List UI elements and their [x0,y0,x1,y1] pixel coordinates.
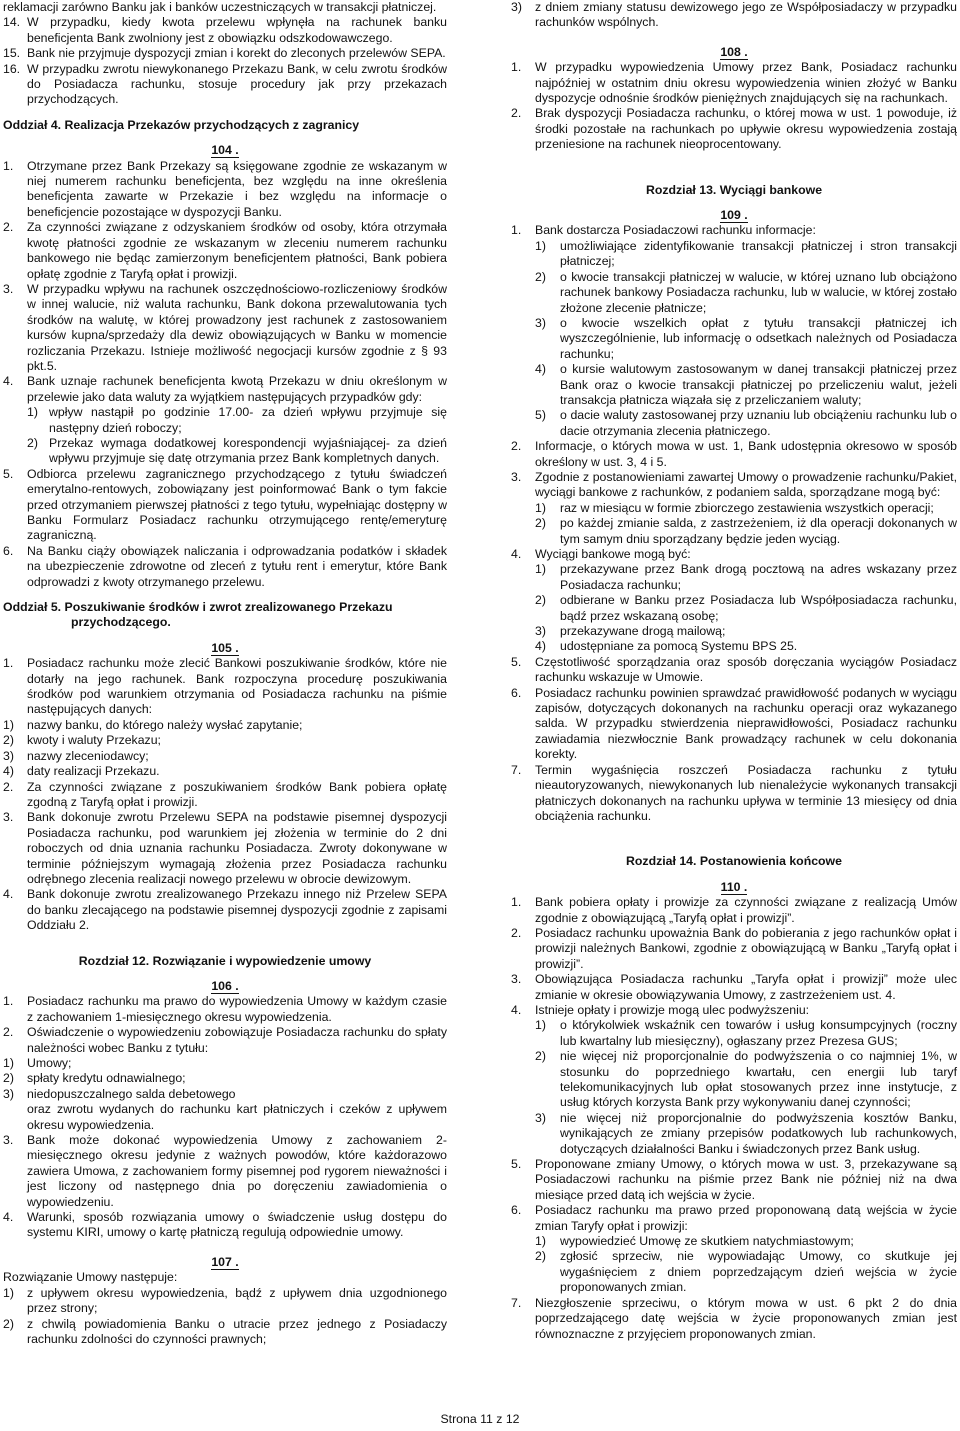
list-item: 6. Na Banku ciąży obowiązek naliczania i odprowadzania podatków i składek na ubezpieczenie zdrowotne od zleceń z tytułu rent i emerytur, które Bank odprowadzi z kwoty otrzymanego przelewu. [3,543,447,589]
sub-list-item: 2) zgłosić sprzeciw, nie wypowiadając Umowy, co skutkuje jej wygaśnięciem z dniem poprzedzającym dzień wejścia w życie proponowanych zmian. [535,1249,957,1295]
list-item: 5. Proponowane zmiany Umowy, o których mowa w ust. 3, przekazywane są Posiadaczowi rachunku na piśmie przez Bank nie później niż na dwa miesiące przed datą ich wejścia w życie. [511,1157,957,1202]
list-continuation: oraz zwrotu wydanych do rachunku kart płatniczych i czeków z upływem okresu wypowiedzenia. [27,1102,447,1132]
list-item: 3. W przypadku wpływu na rachunek oszczędnościowo-rozliczeniowy środków w innej walucie, niż waluta rachunku, Bank dokona przewalutowania tych środków na walutę, w której prowadzony jest rachunek z zastosowaniem kursów kupna/sprzedaży dla dewiz obowiązujących w Banku w momencie rozliczania Przekazu. Istnieje możliwość negocjacji kursów zgodnie z § 93 pkt.5. [3,281,447,373]
list-item: 2. Oświadczenie o wypowiedzeniu zobowiązuje Posiadacza rachunku do spłaty należności wobec Banku z tytułu: [3,1025,447,1055]
paragraph-number: 108 . [720,44,748,59]
list-item: 1. W przypadku wypowiedzenia Umowy przez Bank, Posiadacz rachunku najpóźniej w ostatnim dniu okresu wypowiedzenia winien złożyć w Banku dyspozycje odnośnie środków pieniężnych znajdujących się na rachunkach. [511,60,957,106]
list-item: 4. Warunki, sposób rozwiązania umowy o świadczenie usług dostępu do systemu KIRI, umowy o kartę płatniczą regulują odpowiednie umowy. [3,1210,447,1240]
sub-list-item: 3) niedopuszczalnego salda debetowego [3,1086,236,1101]
paragraph-intro: Rozwiązanie Umowy następuje: [3,1270,178,1285]
list-item: 3. Bank dokonuje zwrotu Przelewu SEPA na podstawie pisemnej dyspozycji Posiadacza rachunku, pod warunkiem jej złożenia w terminie do 2 dni roboczych od dnia uznania rachunku Posiadacza. Zwroty dokonywane w terminie późniejszym wymagają złożenia przez Posiadacza rachunku odrębnego zlecenia realizacji nowego przelewu w obrocie dewizowym. [3,810,447,886]
list-item: 3. Zgodnie z postanowieniami zawartej Umowy o prowadzenie rachunku/Pakiet, wyciągi bankowe z rachunków, z podaniem salda, sporządzane mogą być: [511,469,957,500]
sub-list-item: 1) raz w miesiącu w formie zbiorczego zestawienia wszystkich operacji; [535,500,934,515]
list-item: 2. Za czynności związane z odzyskaniem środków od osoby, która otrzymała kwotę płatności zgodnie ze wskazanym w zleceniu numerem rachunku bankowego nie będąc zamierzonym beneficjentem płatności, Bank pobiera opłatę zgodnie z Taryfą opłat i prowizji. [3,220,447,281]
chapter-heading: Rozdział 13. Wyciągi bankowe [645,182,823,197]
sub-list-item: 1) o którykolwiek wskaźnik cen towarów i usług konsumpcyjnych (roczny lub kwartalny lub miesięczny), ogłaszany przez Prezesa GUS; [535,1018,957,1048]
section-heading: Oddział 4. Realizacja Przekazów przychodzących z zagranicy [3,117,360,132]
sub-list-item: 2) odbierane w Banku przez Posiadacza lub Współposiadacza rachunku, bądź przez wskazaną osobę; [535,593,957,623]
sub-list-item: 3) nie więcej niż proporcjonalnie do podwyższenia kosztów Banku, wynikających ze zmiany przepisów podatkowych lub rachunkowych, dotyczących działalności Banku i świadczonych przez Bank usług. [535,1110,957,1156]
list-item: 7. Niezgłoszenie sprzeciwu, o którym mowa w ust. 6 pkt 2 do dnia poprzedzającego datę wejścia w życie proponowanych zmian jest równoznaczne z przyjęciem proponowanych zmian. [511,1295,957,1341]
sub-list-item: 3) z dniem zmiany statusu dewizowego jego ze Współposiadaczy w przypadku rachunków wspólnych. [511,0,957,30]
list-item: 6. Posiadacz rachunku powinien sprawdzać prawidłowość podanych w wyciągu zapisów, dotyczących dokonanych na rachunku operacji oraz wykazanego salda. W przypadku stwierdzenia nieprawidłowości, Posiadacz rachunku zawiadamia niezwłocznie Bank prowadzący rachunek w celu dokonania korekty. [511,685,957,762]
list-item: 3. Obowiązująca Posiadacza rachunku „Taryfa opłat i prowizji” może ulec zmianie w okresie obowiązywania Umowy, z zastrzeżeniem ust. 4. [511,972,957,1002]
list-item: 3. Bank może dokonać wypowiedzenia Umowy z zachowaniem 2-miesięcznego okresu jedynie z ważnych powodów, które każdorazowo zawiera Umowa, z zachowaniem formy pisemnej pod rygorem nieważności i jest liczony od następnego dnia po doręczeniu zawiadomienia o wypowiedzeniu. [3,1133,447,1209]
chapter-heading: Rozdział 14. Postanowienia końcowe [626,854,842,869]
list-item: 2. Informacje, o których mowa w ust. 1, Bank udostępnia okresowo w sposób określony w ust. 3, 4 i 5. [511,439,957,469]
list-item: 4. Wyciągi bankowe mogą być: [511,547,691,561]
list-item: 1. Bank pobiera opłaty i prowizje za czynności związane z realizacją Umów zgodnie z obowiązującą „Taryfą opłat i prowizji”. [511,895,957,925]
list-item: 14. W przypadku, kiedy kwota przelewu wpłynęła na rachunek banku beneficjenta Bank zwolniony jest z obowiązku odszkodowawczego. [3,15,447,45]
list-item: 16. W przypadku zwrotu niewykonanego Przekazu Bank, w celu zwrotu środków do Posiadacza rachunku, stosuje procedury jak przy przekazach przychodzących. [3,61,447,107]
left-column [3,0,447,1347]
list-item: 1. Posiadacz rachunku ma prawo do wypowiedzenia Umowy w każdym czasie z zachowaniem 1-miesięcznego okresu wypowiedzenia. [3,994,447,1024]
list-item: 4. Bank dokonuje zwrotu zrealizowanego Przekazu innego niż Przelew SEPA do banku zlecającego na podstawie pisemnej dyspozycji zgodnie z zapisami Oddziału 2. [3,887,447,933]
list-item: 15. Bank nie przyjmuje dyspozycji zmian i korekt do zleconych przelewów SEPA. [3,46,446,61]
paragraph-number: 105 . [211,640,239,655]
intro-line: reklamacji zarówno Banku jak i banków uczestniczących w transakcji płatniczej. [3,0,437,14]
sub-list-item: 1) przekazywane przez Bank drogą pocztową na adres wskazany przez Posiadacza rachunku; [535,562,957,592]
list-item: 2. Posiadacz rachunku upoważnia Bank do pobierania z jego rachunków opłat i prowizji należnych Bankowi, zgodnie z obowiązującą w Banku „Taryfą opłat i prowizji”. [511,925,957,971]
list-item: 1. Bank dostarcza Posiadaczowi rachunku informacje: [511,223,816,238]
intro-block [3,0,447,108]
list-item: 2. Za czynności związane z poszukiwaniem środków Bank pobiera opłatę zgodną z Taryfą opłat i prowizji. [3,779,447,809]
section-heading-cont: przychodzącego. [71,615,171,630]
sub-list-item: 4) udostępniane za pomocą Systemu BPS 25. [535,639,798,654]
paragraph-number: 104 . [211,143,239,158]
sub-list-item: 1) Umowy; [3,1056,72,1070]
sub-list-item: 3) o kwocie wszelkich opłat z tytułu transakcji płatniczej ich wyszczególnienie, lub informację o odsetkach należnych od Posiadacza rachunku; [535,315,957,361]
sub-list-item: 2) spłaty kredytu odnawialnego; [3,1071,186,1086]
sub-list-item: 3) nazwy zleceniodawcy; [3,748,149,763]
list-item: 2. Brak dyspozycji Posiadacza rachunku, o której mowa w ust. 1 powoduje, iż środki pozostałe na rachunkach po upływie okresu wypowiedzenia zostają przeniesione na rachunek nieoprocentowany. [511,106,957,152]
paragraph-number: 110 . [720,879,748,894]
list-item: 7. Termin wygaśnięcia roszczeń Posiadacza rachunku z tytułu nieautoryzowanych, niewykonanych lub nienależycie wykonanych transakcji płatniczych dokonanych na rachunku upływa w terminie 13 miesięcy od dnia obciążenia rachunku. [511,762,957,823]
list-item: 5. Odbiorca przelewu zagranicznego przychodzącego z tytułu świadczeń emerytalno-rentowych, zobowiązany jest poinformować Bank o tym fakcie przed otrzymaniem pierwszej płatności z tego tytułu, wypełniając dostępny w Banku Formularz Posiadacz rachunku otrzymującego rentę/emeryturę zagraniczną. [3,466,447,543]
chapter-heading: Rozdział 12. Rozwiązanie i wypowiedzenie umowy [78,953,372,968]
paragraph-number: 109 . [720,208,748,223]
sub-list-item: 4) o kursie walutowym zastosowanym w danej transakcji płatniczej przez Bank oraz o kwocie transakcji płatniczej po przeliczeniu walut, jeżeli transakcja płatnicza wiązała się z przeliczaniem waluty; [535,362,957,407]
sub-list-item: 3) przekazywane drogą mailową; [535,624,726,639]
list-item: 5. Częstotliwość sporządzania oraz sposób doręczania wyciągów Posiadacz rachunku wskazuje w Umowie. [511,654,957,685]
sub-list-item: 2) kwoty i waluty Przekazu; [3,733,161,748]
sub-list-item: 4) daty realizacji Przekazu. [3,764,160,779]
paragraph-number: 107 . [211,1254,239,1269]
p104-list [3,159,447,590]
list-item: 6. Posiadacz rachunku ma prawo przed proponowaną datą wejścia w życie zmian Taryfy opłat i prowizji: [511,1203,957,1233]
sub-list-item: 1) nazwy banku, do którego należy wysłać zapytanie; [3,717,303,732]
sub-list-item: 2) Przekaz wymaga dodatkowej korespondencji wyjaśniającej- za dzień wpływu przyjmuje się datę otrzymania przez Bank kompletnych danych. [27,435,447,466]
paragraph-number: 106 . [211,978,239,993]
sub-list-item: 2) o kwocie transakcji płatniczej w walucie, w której uznano lub obciążono rachunek bankowy Posiadacza rachunku, lub w walucie, w której zostało złożone zlecenie płatnicze; [535,269,957,315]
right-column [511,0,957,1342]
p106-list [3,994,447,1241]
list-item: 1. Otrzymane przez Bank Przekazy są księgowane zgodnie ze wskazanym w niej numerem rachunku beneficjenta, bez względu na inne określenia beneficjenta zawarte w Przekazie i bez względu na informacje o beneficjencie pozostające w dyspozycji Banku. [3,158,447,219]
p105-list [3,656,447,933]
sub-list-item: 1) wpływ nastąpił po godzinie 17.00- za dzień wpływu przyjmuje się następny dzień roboczy; [27,405,447,435]
sub-list-item: 1) wypowiedzieć Umowę ze skutkiem natychmiastowym; [535,1234,854,1249]
sub-list-item: 2) z chwilą powiadomienia Banku o utracie przez jednego z Posiadaczy rachunku zdolności do czynności prawnych; [3,1316,447,1346]
sub-list-item: 5) o dacie waluty zastosowanej przy uznaniu lub obciążeniu rachunku lub o dacie otrzymania zlecenia płatniczego. [535,408,957,438]
list-item: 1. Posiadacz rachunku może zlecić Bankowi poszukiwanie środków, które nie dotarły na jego rachunek. Bank rozpoczyna procedurę poszukiwania środków pod warunkiem otrzymania od Posiadacza rachunku na piśmie następujących danych: [3,656,447,717]
sub-list-item: 2) nie więcej niż proporcjonalnie do podwyższenia o co najmniej 1%, w stosunku do poprzedniego kwartału, cen energii lub taryf telekomunikacyjnych lub opłat stosowanych przez inne instytucje, z usług których korzysta Bank przy wykonywaniu danej czynności; [535,1049,957,1110]
page-number: Strona 11 z 12 [440,1412,520,1426]
sub-list-item: 1) z upływem okresu wypowiedzenia, bądź z upływem dnia uzgodnionego przez strony; [3,1285,447,1316]
sub-list-item: 2) po każdej zmianie salda, z zastrzeżeniem, iż dla operacji dokonanych w tym samym dniu sporządzany będzie jeden wyciąg. [535,516,957,546]
section-heading: Oddział 5. Poszukiwanie środków i zwrot zrealizowanego Przekazu [3,600,393,615]
list-item: 4. Bank uznaje rachunek beneficjenta kwotą Przekazu w dniu określonym w przelewie jako data waluty za wyjątkiem następujących przypadków gdy: [3,374,447,404]
list-item: 4. Istnieje opłaty i prowizje mogą ulec podwyższeniu: [511,1002,810,1017]
sub-list-item: 1) umożliwiające zidentyfikowanie transakcji płatniczej i stron transakcji płatniczej; [535,238,957,269]
